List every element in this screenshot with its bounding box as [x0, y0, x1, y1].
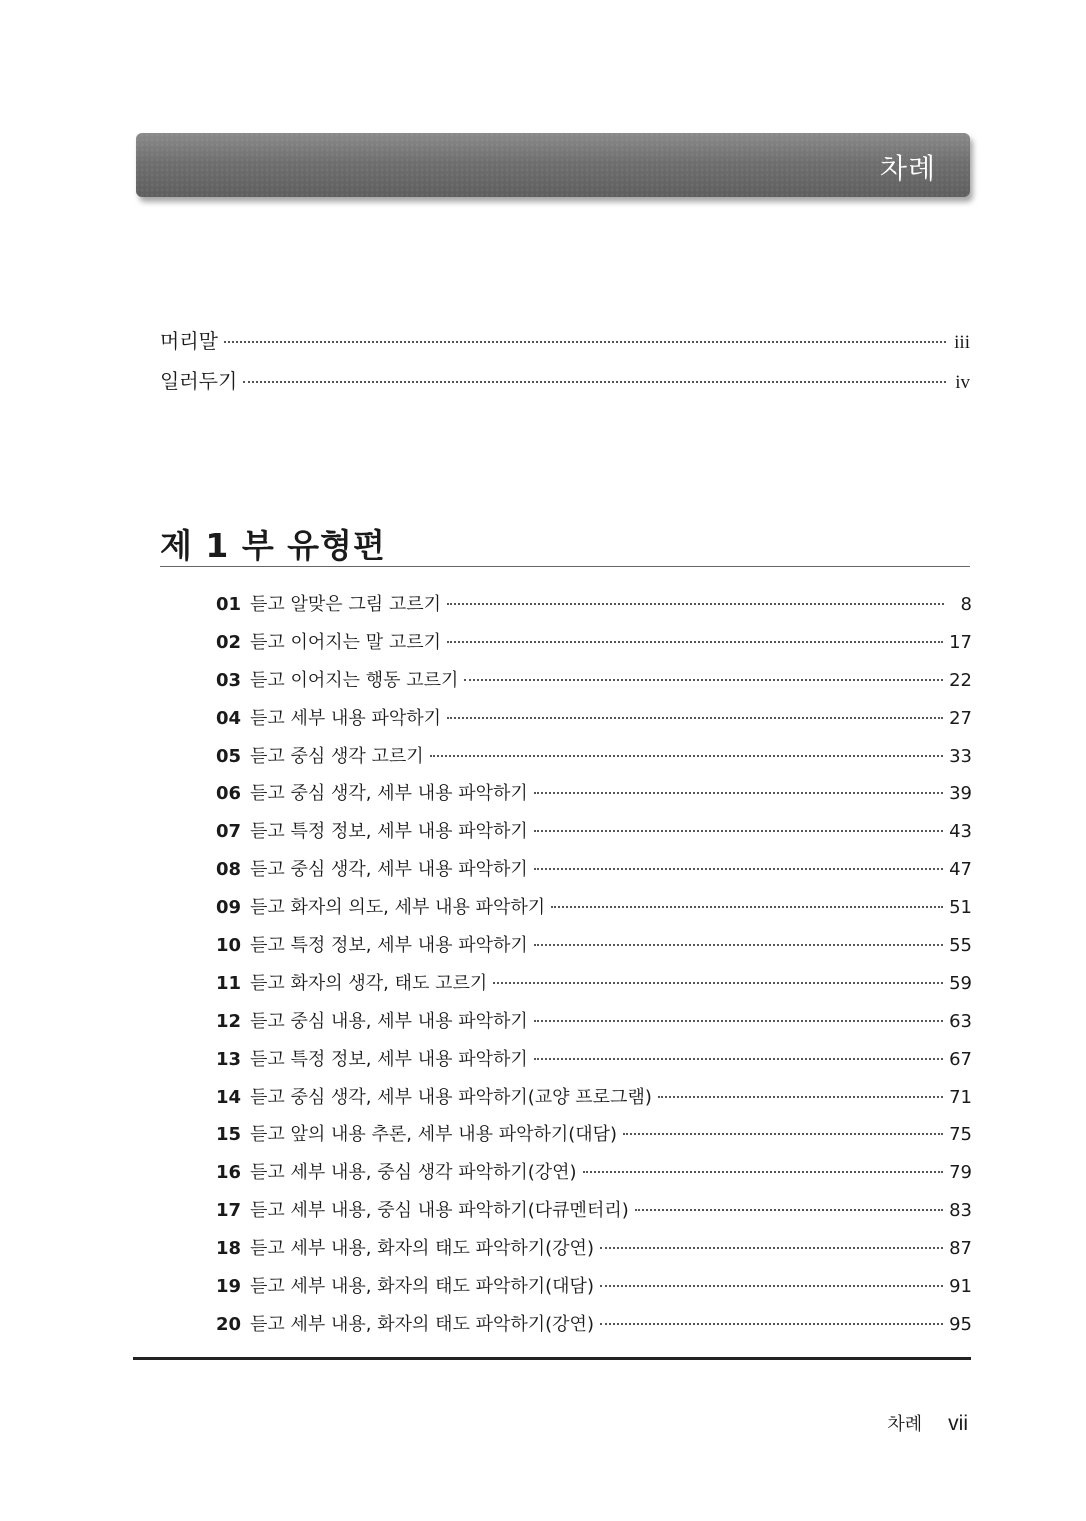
- dot-leader: [658, 1096, 943, 1098]
- chapter-page: 83: [949, 1200, 972, 1222]
- chapter-number: 13: [216, 1048, 242, 1070]
- toc-entry-page: iv: [955, 372, 970, 393]
- chapter-number: 12: [216, 1010, 242, 1032]
- dot-leader: [534, 944, 943, 946]
- part-title: 제 1 부 유형편: [160, 526, 386, 565]
- dot-leader: [243, 381, 946, 383]
- dot-leader: [534, 830, 943, 832]
- chapter-title: 듣고 화자의 생각, 태도 고르기: [250, 972, 488, 994]
- dot-leader: [534, 868, 943, 870]
- chapter-page: 47: [949, 859, 972, 881]
- chapter-title: 듣고 중심 생각, 세부 내용 파악하기(교양 프로그램): [250, 1086, 652, 1108]
- chapter-number: 10: [216, 935, 242, 957]
- toc-entry-chapter-19[interactable]: [216, 1272, 972, 1310]
- toc-entry-chapter-06[interactable]: [216, 779, 972, 817]
- front-matter-list: [160, 325, 970, 405]
- chapter-title: 듣고 세부 내용, 중심 내용 파악하기(다큐멘터리): [250, 1200, 629, 1222]
- chapter-title: 듣고 중심 생각, 세부 내용 파악하기: [250, 859, 528, 881]
- dot-leader: [430, 755, 943, 757]
- chapter-number: 16: [216, 1162, 242, 1184]
- chapter-page: 39: [949, 783, 972, 805]
- toc-entry-page: iii: [954, 332, 970, 353]
- chapter-title: 듣고 세부 내용 파악하기: [250, 707, 442, 729]
- footer-section-label: 차례: [887, 1414, 923, 1435]
- chapter-number: 14: [216, 1086, 242, 1108]
- chapter-number: 11: [216, 972, 242, 994]
- chapter-number: 15: [216, 1124, 242, 1146]
- chapter-number: 08: [216, 859, 242, 881]
- dot-leader: [583, 1171, 944, 1173]
- dot-leader: [534, 792, 943, 794]
- toc-entry-chapter-15[interactable]: [216, 1120, 972, 1158]
- toc-entry-chapter-02[interactable]: [216, 628, 972, 666]
- dot-leader: [224, 341, 946, 343]
- chapter-number: 09: [216, 897, 242, 919]
- chapter-number: 01: [216, 594, 242, 615]
- chapter-page: 51: [949, 897, 972, 919]
- chapter-title: 듣고 이어지는 말 고르기: [250, 631, 442, 653]
- toc-entry-chapter-17[interactable]: [216, 1196, 972, 1234]
- chapter-number: 04: [216, 707, 242, 729]
- chapter-title: 듣고 특정 정보, 세부 내용 파악하기: [250, 821, 528, 843]
- chapter-title: 듣고 이어지는 행동 고르기: [250, 669, 459, 691]
- dot-leader: [447, 603, 944, 605]
- chapter-page: 91: [949, 1276, 972, 1298]
- chapter-title: 듣고 세부 내용, 화자의 태도 파악하기(강연): [250, 1238, 594, 1260]
- dot-leader: [600, 1323, 943, 1325]
- toc-entry-chapter-12[interactable]: [216, 1007, 972, 1045]
- chapter-page: 22: [949, 669, 972, 691]
- chapter-title: 듣고 특정 정보, 세부 내용 파악하기: [250, 935, 528, 957]
- toc-entry-preface[interactable]: [160, 325, 970, 365]
- dot-leader: [551, 906, 943, 908]
- page-footer: [887, 1410, 968, 1436]
- chapter-number: 05: [216, 745, 242, 767]
- chapter-page: 55: [949, 935, 972, 957]
- toc-entry-chapter-18[interactable]: [216, 1234, 972, 1272]
- chapter-title: 듣고 중심 생각 고르기: [250, 745, 424, 767]
- toc-entry-title: 머리말: [160, 329, 218, 353]
- toc-entry-chapter-14[interactable]: [216, 1083, 972, 1121]
- toc-entry-chapter-11[interactable]: [216, 969, 972, 1007]
- chapter-title: 듣고 세부 내용, 화자의 태도 파악하기(대담): [250, 1276, 594, 1298]
- bottom-divider: [133, 1357, 971, 1360]
- dot-leader: [600, 1247, 943, 1249]
- part-divider: [160, 566, 970, 567]
- chapter-number: 19: [216, 1276, 242, 1298]
- toc-entry-chapter-10[interactable]: [216, 931, 972, 969]
- chapter-number: 03: [216, 669, 242, 691]
- dot-leader: [464, 679, 943, 681]
- chapter-number: 02: [216, 631, 242, 653]
- chapter-number: 18: [216, 1238, 242, 1260]
- chapter-page: 43: [949, 821, 972, 843]
- toc-entry-chapter-01[interactable]: [216, 590, 972, 628]
- chapter-title: 듣고 중심 생각, 세부 내용 파악하기: [250, 783, 528, 805]
- toc-entry-chapter-08[interactable]: [216, 855, 972, 893]
- chapter-page: 63: [949, 1010, 972, 1032]
- dot-leader: [534, 1058, 943, 1060]
- dot-leader: [493, 982, 943, 984]
- chapter-page: 17: [949, 631, 972, 653]
- toc-entry-chapter-05[interactable]: [216, 742, 972, 780]
- chapter-title: 듣고 화자의 의도, 세부 내용 파악하기: [250, 897, 546, 919]
- toc-entry-notes[interactable]: [160, 365, 970, 405]
- header-title: 차례: [879, 152, 936, 185]
- chapter-page: 59: [949, 972, 972, 994]
- dot-leader: [447, 717, 943, 719]
- toc-entry-title: 일러두기: [160, 369, 238, 393]
- chapter-list: [216, 590, 972, 1348]
- chapter-page: 8: [960, 594, 972, 615]
- dot-leader: [447, 641, 943, 643]
- page-number: vii: [948, 1412, 968, 1435]
- chapter-page: 95: [949, 1313, 972, 1335]
- chapter-page: 79: [949, 1162, 972, 1184]
- chapter-title: 듣고 세부 내용, 화자의 태도 파악하기(강연): [250, 1313, 594, 1335]
- toc-entry-chapter-20[interactable]: [216, 1310, 972, 1348]
- chapter-page: 67: [949, 1048, 972, 1070]
- dot-leader: [623, 1133, 943, 1135]
- dot-leader: [534, 1020, 943, 1022]
- chapter-page: 27: [949, 707, 972, 729]
- toc-entry-chapter-04[interactable]: [216, 704, 972, 742]
- chapter-title: 듣고 특정 정보, 세부 내용 파악하기: [250, 1048, 528, 1070]
- toc-entry-chapter-16[interactable]: [216, 1158, 972, 1196]
- chapter-number: 06: [216, 783, 242, 805]
- chapter-title: 듣고 세부 내용, 중심 생각 파악하기(강연): [250, 1162, 577, 1184]
- dot-leader: [600, 1285, 943, 1287]
- chapter-title: 듣고 중심 내용, 세부 내용 파악하기: [250, 1010, 528, 1032]
- chapter-page: 87: [949, 1238, 972, 1260]
- chapter-number: 20: [216, 1313, 242, 1335]
- chapter-title: 듣고 알맞은 그림 고르기: [250, 594, 442, 615]
- chapter-page: 33: [949, 745, 972, 767]
- header-banner: [136, 133, 970, 197]
- dot-leader: [635, 1209, 943, 1211]
- chapter-number: 07: [216, 821, 242, 843]
- toc-entry-chapter-13[interactable]: [216, 1045, 972, 1083]
- toc-entry-chapter-09[interactable]: [216, 893, 972, 931]
- chapter-page: 75: [949, 1124, 972, 1146]
- chapter-number: 17: [216, 1200, 242, 1222]
- toc-entry-chapter-07[interactable]: [216, 817, 972, 855]
- toc-entry-chapter-03[interactable]: [216, 666, 972, 704]
- chapter-page: 71: [949, 1086, 972, 1108]
- chapter-title: 듣고 앞의 내용 추론, 세부 내용 파악하기(대담): [250, 1124, 618, 1146]
